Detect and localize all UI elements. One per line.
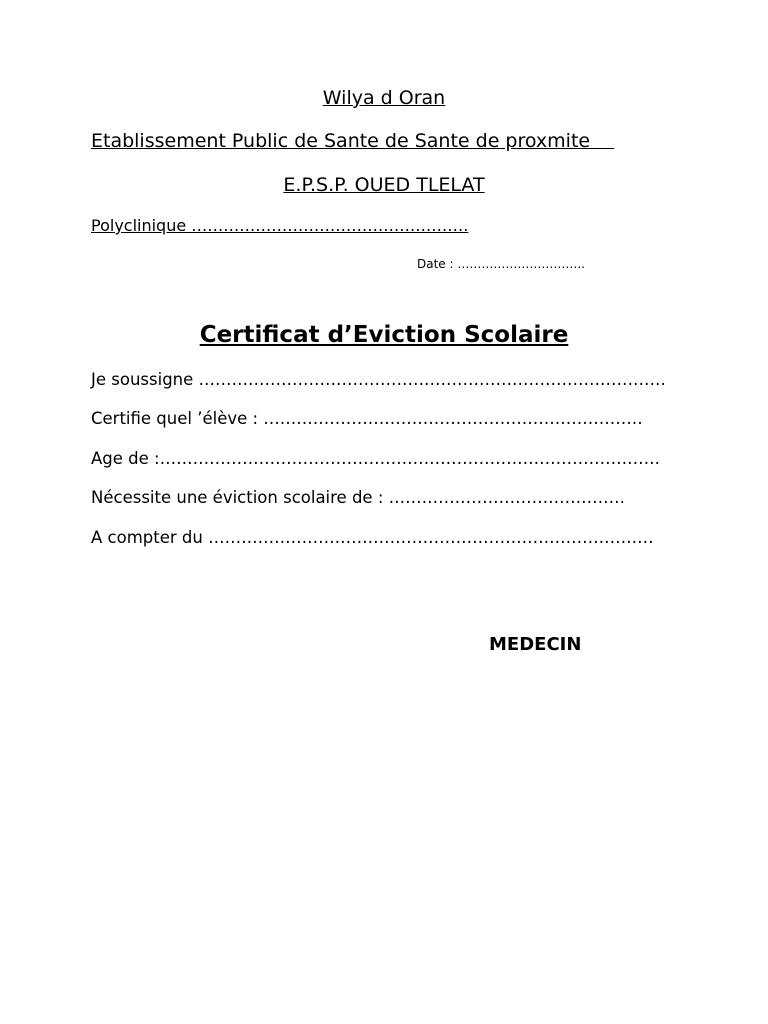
field-eleve: Certifie quel ’élève : …………………………………………………………… (91, 409, 643, 428)
epsp-name: E.P.S.P. OUED TLELAT (283, 174, 485, 196)
field-soussigne: Je soussigne …………………………………………………………………………. (91, 370, 666, 389)
region-name: Wilya d Oran (322, 87, 446, 109)
certificate-title: Certificat d’Eviction Scolaire (199, 322, 569, 348)
field-age: Age de :………………………………………………………………………………. (91, 449, 660, 468)
field-eviction-duration: Nécessite une éviction scolaire de : ……………………………………. (91, 488, 625, 507)
establishment-name: Etablissement Public de Sante de Sante de proxmite (91, 130, 615, 152)
signature-label: MEDECIN (489, 634, 582, 655)
date-field: Date : ………………………….. (417, 257, 585, 271)
field-start-date: A compter du ……………………………………………………………………… (91, 528, 654, 547)
polyclinic-field: Polyclinique ……………………………………………. (91, 216, 469, 235)
